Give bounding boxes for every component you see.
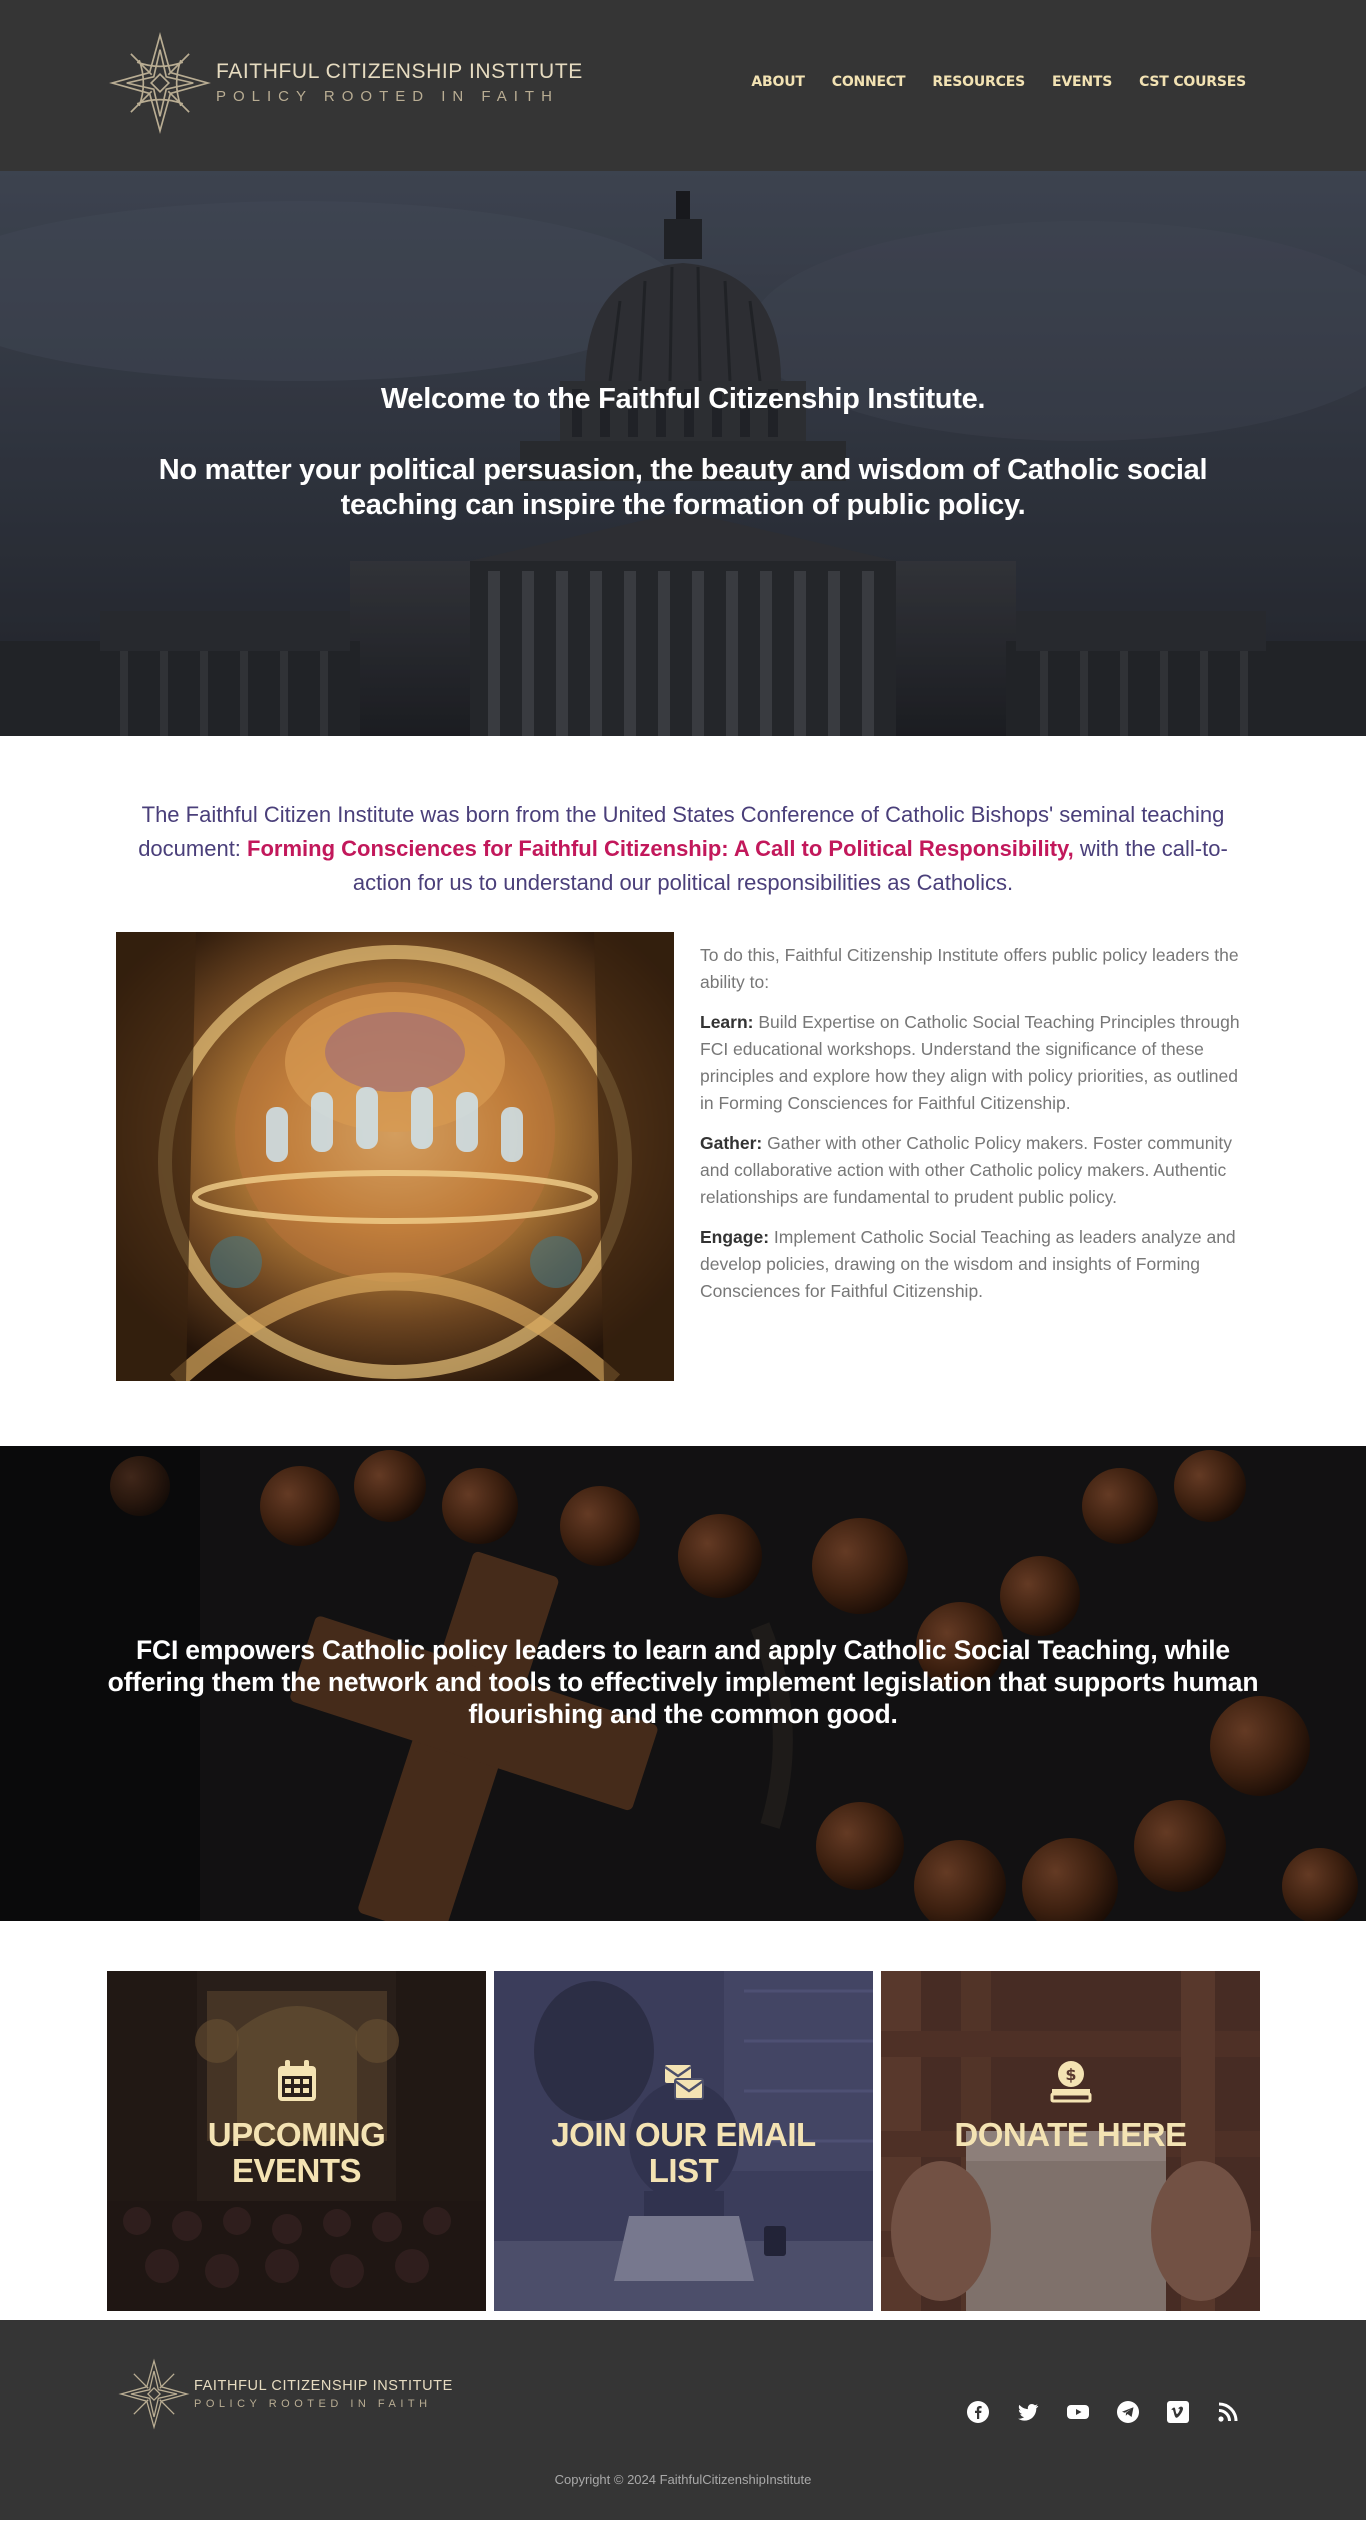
intro-lead-before: The Faithful Citizen Institute was born from the United States Conference of Catholic Bishops' seminal teaching document:: [138, 802, 1225, 861]
nav-events[interactable]: EVENTS: [1051, 74, 1113, 90]
logo-title: FAITHFUL CITIZENSHIP INSTITUTE: [216, 60, 583, 83]
calendar-icon: [276, 2059, 318, 2103]
footer-logo-text: [194, 2378, 453, 2411]
donate-label: DONATE HERE: [954, 2116, 1187, 2153]
youtube-icon[interactable]: [1066, 2400, 1090, 2424]
nav-about[interactable]: ABOUT: [751, 74, 805, 90]
point-engage: Engage: Implement Catholic Social Teaching as leaders analyze and develop policies, drawing on the wisdom and insights of Forming Consciences for Faithful Citizenship.: [700, 1227, 1236, 1301]
hero-text: [0, 381, 1366, 523]
copyright: Copyright © 2024 FaithfulCitizenshipInstitute: [554, 2472, 812, 2487]
donate-card[interactable]: [881, 1971, 1260, 2311]
email-list-content: [494, 2059, 873, 2189]
email-list-label: JOIN OUR EMAIL LIST: [551, 2116, 816, 2189]
forming-consciences-link[interactable]: Forming Consciences for Faithful Citizenship: A Call to Political Responsibility,: [247, 836, 1074, 861]
logo-tagline: POLICY ROOTED IN FAITH: [216, 88, 559, 105]
intro-lead: [110, 798, 1256, 900]
intro-section: [0, 736, 1366, 1446]
footer-logo-cross-mark-icon: [118, 2358, 190, 2430]
cta-cards: [0, 1921, 1366, 2311]
site-footer: [0, 2320, 1366, 2520]
nav-connect[interactable]: CONNECT: [831, 74, 906, 90]
rss-icon[interactable]: [1216, 2400, 1240, 2424]
facebook-icon[interactable]: [966, 2400, 990, 2424]
logo-text: [216, 59, 583, 107]
twitter-icon[interactable]: [1016, 2400, 1040, 2424]
intro-lead-after: with the call-to-action for us to understand our political responsibilities as Catholics.: [352, 836, 1228, 895]
telegram-icon[interactable]: [1116, 2400, 1140, 2424]
vimeo-icon[interactable]: [1166, 2400, 1190, 2424]
logo-cross-mark-icon: [108, 31, 212, 135]
intro-copy-text: To do this, Faithful Citizenship Institute offers public policy leaders the ability to:: [700, 945, 1239, 992]
upcoming-events-content: [107, 2059, 486, 2189]
upcoming-events-label: UPCOMING EVENTS: [207, 2116, 386, 2189]
svg-text:$: $: [1064, 2065, 1077, 2084]
footer-logo-tagline: POLICY ROOTED IN FAITH: [194, 2397, 432, 2410]
mail-stack-icon: [663, 2059, 705, 2103]
donate-content: [881, 2059, 1260, 2153]
point-gather: Gather: Gather with other Catholic Policy makers. Foster community and collaborative action with other Catholic policy makers. Authentic relationships are fundamental to prudent public policy.: [700, 1133, 1232, 1207]
basilica-dome-image: [116, 932, 674, 1381]
mission-banner: [0, 1446, 1366, 1921]
nav-resources[interactable]: RESOURCES: [932, 74, 1025, 90]
point-learn: Learn: Build Expertise on Catholic Social Teaching Principles through FCI educational workshops. Understand the significance of these principles and explore how they align with policy priorities, as outlined in Forming Consciences for Faithful Citizenship.: [700, 1012, 1240, 1113]
footer-logo[interactable]: [118, 2358, 453, 2430]
intro-copy: [700, 942, 1240, 1318]
site-logo[interactable]: [108, 31, 583, 135]
site-header: [0, 0, 1366, 171]
hero-heading: Welcome to the Faithful Citizenship Institute.: [380, 383, 986, 415]
upcoming-events-card[interactable]: [107, 1971, 486, 2311]
nav-cst-courses[interactable]: CST COURSES: [1139, 74, 1246, 90]
hero-banner: [0, 171, 1366, 736]
donate-icon: [1050, 2059, 1092, 2103]
email-list-card[interactable]: [494, 1971, 873, 2311]
main-nav: [751, 74, 1246, 90]
mission-statement: FCI empowers Catholic policy leaders to learn and apply Catholic Social Teaching, while offering them the network and tools to effectively implement legislation that supports human flourishing and the common good.: [107, 1635, 1259, 1729]
social-links: [966, 2400, 1240, 2424]
footer-logo-title: FAITHFUL CITIZENSHIP INSTITUTE: [194, 2377, 453, 2394]
hero-subheading: No matter your political persuasion, the beauty and wisdom of Catholic social teaching can inspire the formation of public policy.: [158, 454, 1208, 521]
